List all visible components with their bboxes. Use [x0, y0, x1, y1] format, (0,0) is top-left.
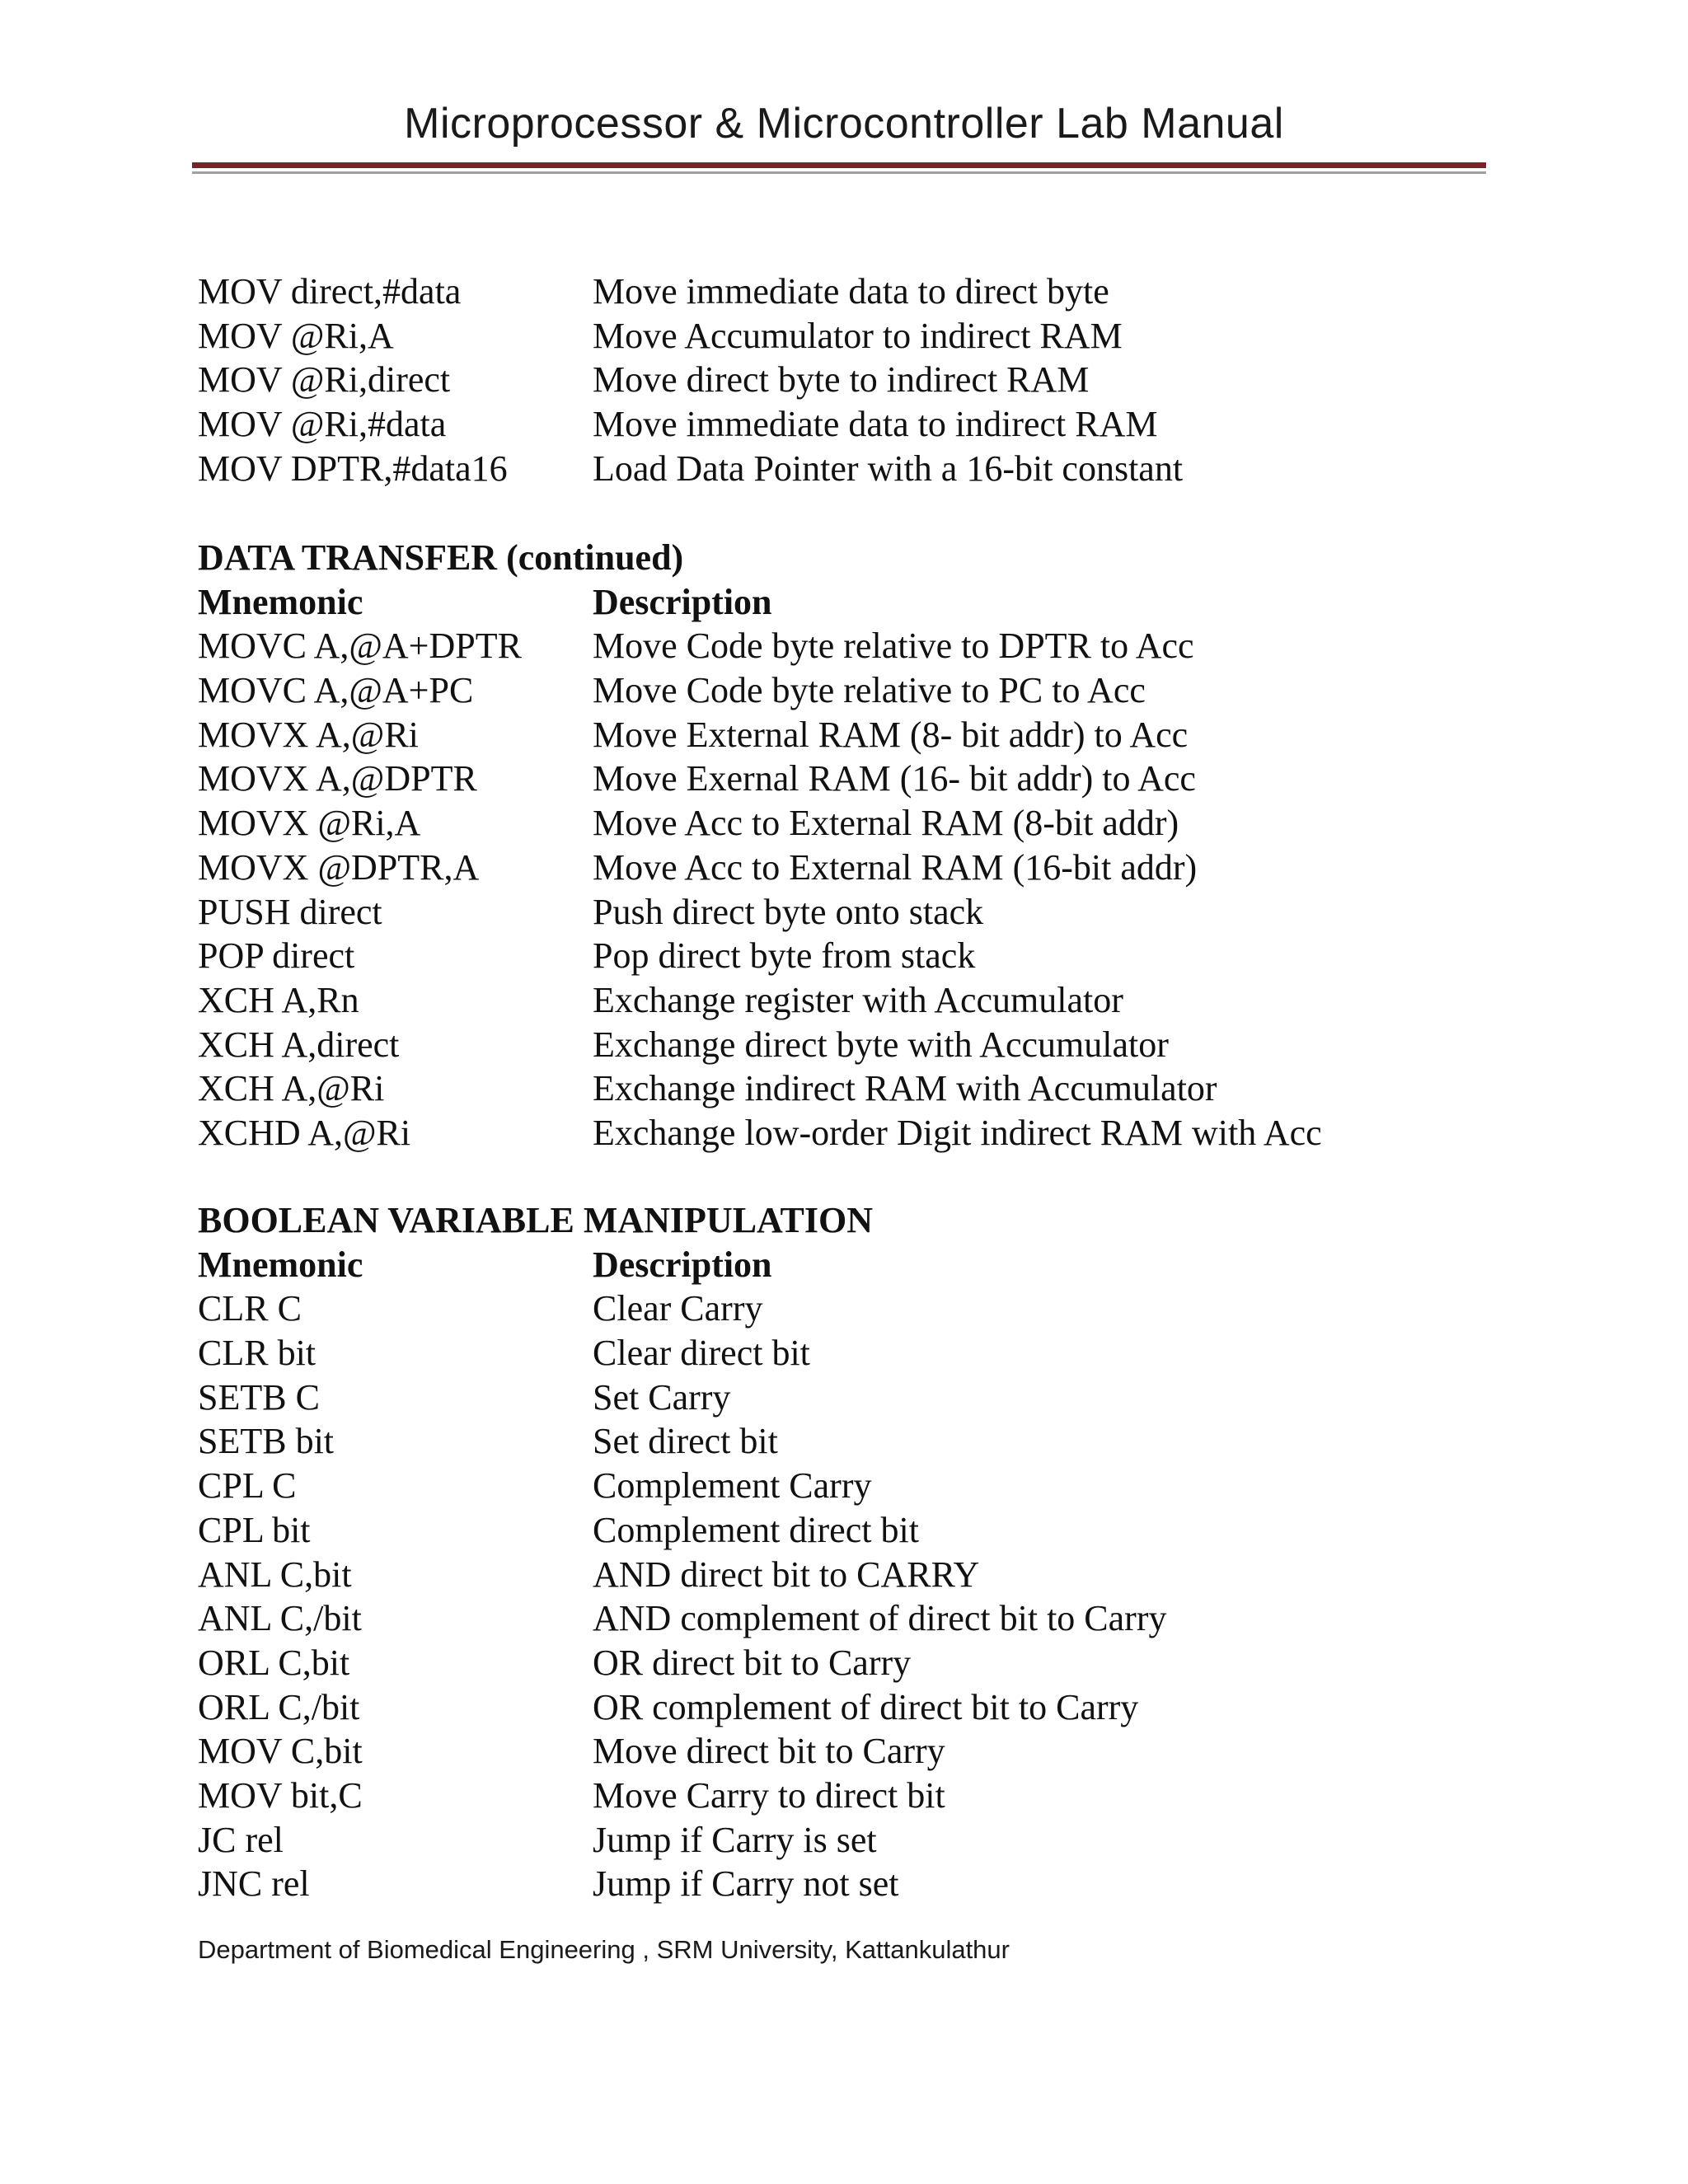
instruction-row: [198, 358, 1500, 402]
data-transfer-title: DATA TRANSFER (continued): [198, 537, 684, 578]
mnemonic-cell: CLR bit: [198, 1333, 316, 1374]
mnemonic-cell: XCH A,Rn: [198, 979, 359, 1020]
description-cell: Clear direct bit: [593, 1333, 810, 1374]
description-cell: Load Data Pointer with a 16-bit constant: [593, 448, 1184, 489]
instruction-row: [198, 314, 1500, 359]
description-cell: Exchange low-order Digit indirect RAM with Acc: [593, 1112, 1322, 1153]
column-header-row: [198, 1243, 1500, 1287]
description-cell: Exchange indirect RAM with Accumulator: [593, 1068, 1217, 1109]
instruction-row: [198, 1419, 1500, 1464]
instruction-row: [198, 801, 1500, 846]
description-cell: Jump if Carry not set: [593, 1863, 899, 1905]
instruction-row: [198, 1553, 1500, 1597]
description-cell: Move Exernal RAM (16- bit addr) to Acc: [593, 758, 1196, 799]
section-title: [198, 536, 1500, 580]
mnemonic-cell: MOV C,bit: [198, 1731, 363, 1772]
column-header-row: [198, 580, 1500, 625]
mnemonic-cell: CLR C: [198, 1288, 302, 1329]
header-rule: [192, 162, 1486, 168]
boolean-title: BOOLEAN VARIABLE MANIPULATION: [198, 1200, 874, 1240]
instruction-row: [198, 1111, 1500, 1155]
description-cell: Move Code byte relative to DPTR to Acc: [593, 626, 1194, 667]
description-cell: Push direct byte onto stack: [593, 891, 984, 932]
instruction-row: [198, 1286, 1500, 1331]
mnemonic-cell: MOV @Ri,direct: [198, 359, 451, 401]
mnemonic-cell: ANL C,bit: [198, 1554, 352, 1595]
instruction-row: [198, 1376, 1500, 1420]
description-cell: Clear Carry: [593, 1288, 763, 1329]
mnemonic-cell: JNC rel: [198, 1863, 310, 1905]
mnemonic-column-header: Mnemonic: [198, 581, 363, 622]
instruction-row: [198, 1685, 1500, 1730]
instruction-row: [198, 757, 1500, 801]
description-cell: Move Accumulator to indirect RAM: [593, 315, 1123, 356]
description-cell: Jump if Carry is set: [593, 1819, 877, 1860]
mnemonic-cell: ORL C,bit: [198, 1642, 350, 1683]
instruction-row: [198, 269, 1500, 314]
mnemonic-cell: JC rel: [198, 1819, 284, 1860]
description-cell: Set Carry: [593, 1376, 731, 1418]
description-cell: Pop direct byte from stack: [593, 935, 976, 977]
description-cell: AND complement of direct bit to Carry: [593, 1598, 1167, 1639]
description-cell: Move Carry to direct bit: [593, 1774, 945, 1816]
instruction-row: [198, 1818, 1500, 1863]
mnemonic-cell: CPL C: [198, 1465, 297, 1507]
description-cell: Move immediate data to indirect RAM: [593, 404, 1158, 445]
instruction-row: [198, 668, 1500, 713]
mnemonic-cell: SETB bit: [198, 1421, 335, 1462]
instruction-row: [198, 1331, 1500, 1376]
instruction-row: [198, 1641, 1500, 1685]
instruction-row: [198, 1774, 1500, 1818]
boolean-section: [198, 1198, 1500, 1906]
mnemonic-cell: MOVX @DPTR,A: [198, 846, 480, 888]
mnemonic-cell: MOVX A,@DPTR: [198, 758, 477, 799]
mnemonic-cell: CPL bit: [198, 1509, 311, 1550]
description-cell: Complement Carry: [593, 1465, 872, 1507]
mnemonic-cell: ORL C,/bit: [198, 1686, 360, 1727]
header-rule-secondary: [192, 171, 1486, 174]
description-cell: Move External RAM (8- bit addr) to Acc: [593, 714, 1189, 755]
description-cell: Complement direct bit: [593, 1509, 919, 1550]
instruction-row: [198, 846, 1500, 890]
mnemonic-cell: XCH A,@Ri: [198, 1068, 385, 1109]
description-cell: Exchange register with Accumulator: [593, 979, 1123, 1020]
instruction-row: [198, 1508, 1500, 1553]
instruction-row: [198, 624, 1500, 668]
mnemonic-cell: MOV @Ri,A: [198, 315, 394, 356]
description-column-header: Description: [593, 581, 772, 622]
mnemonic-cell: POP direct: [198, 935, 355, 977]
instruction-row: [198, 402, 1500, 447]
description-cell: OR direct bit to Carry: [593, 1642, 912, 1683]
instruction-row: [198, 1066, 1500, 1111]
mnemonic-cell: MOV DPTR,#data16: [198, 448, 508, 489]
description-cell: AND direct bit to CARRY: [593, 1554, 980, 1595]
page-header-title: Microprocessor & Microcontroller Lab Manual: [404, 100, 1284, 148]
instruction-row: [198, 1596, 1500, 1641]
mnemonic-column-header: Mnemonic: [198, 1244, 363, 1285]
description-cell: OR complement of direct bit to Carry: [593, 1686, 1139, 1727]
mnemonic-cell: PUSH direct: [198, 891, 382, 932]
instruction-table-top: [198, 269, 1500, 490]
description-cell: Move direct byte to indirect RAM: [593, 359, 1090, 401]
mnemonic-cell: MOVX @Ri,A: [198, 803, 421, 844]
description-cell: Move direct bit to Carry: [593, 1731, 945, 1772]
mnemonic-cell: MOVC A,@A+PC: [198, 670, 474, 711]
description-cell: Move Code byte relative to PC to Acc: [593, 670, 1146, 711]
description-cell: Move Acc to External RAM (8-bit addr): [593, 803, 1179, 844]
instruction-row: [198, 934, 1500, 978]
mnemonic-cell: MOVX A,@Ri: [198, 714, 419, 755]
mnemonic-cell: XCH A,direct: [198, 1024, 400, 1065]
data-transfer-section: [198, 536, 1500, 1155]
instruction-row: [198, 447, 1500, 491]
mnemonic-cell: SETB C: [198, 1376, 320, 1418]
instruction-row: [198, 1862, 1500, 1906]
mnemonic-cell: ANL C,/bit: [198, 1598, 362, 1639]
description-cell: Move immediate data to direct byte: [593, 271, 1109, 312]
description-cell: Set direct bit: [593, 1421, 778, 1462]
instruction-row: [198, 1023, 1500, 1067]
description-column-header: Description: [593, 1244, 772, 1285]
mnemonic-cell: XCHD A,@Ri: [198, 1112, 411, 1153]
description-cell: Exchange direct byte with Accumulator: [593, 1024, 1169, 1065]
section-title: [198, 1198, 1500, 1243]
mnemonic-cell: MOVC A,@A+DPTR: [198, 626, 522, 667]
page-footer: Department of Biomedical Engineering , SRM University, Kattankulathur: [198, 1935, 1010, 1964]
instruction-row: [198, 1464, 1500, 1508]
description-cell: Move Acc to External RAM (16-bit addr): [593, 846, 1198, 888]
instruction-row: [198, 978, 1500, 1023]
mnemonic-cell: MOV @Ri,#data: [198, 404, 447, 445]
instruction-row: [198, 890, 1500, 935]
mnemonic-cell: MOV direct,#data: [198, 271, 462, 312]
mnemonic-cell: MOV bit,C: [198, 1774, 363, 1816]
instruction-row: [198, 1729, 1500, 1774]
instruction-row: [198, 713, 1500, 757]
